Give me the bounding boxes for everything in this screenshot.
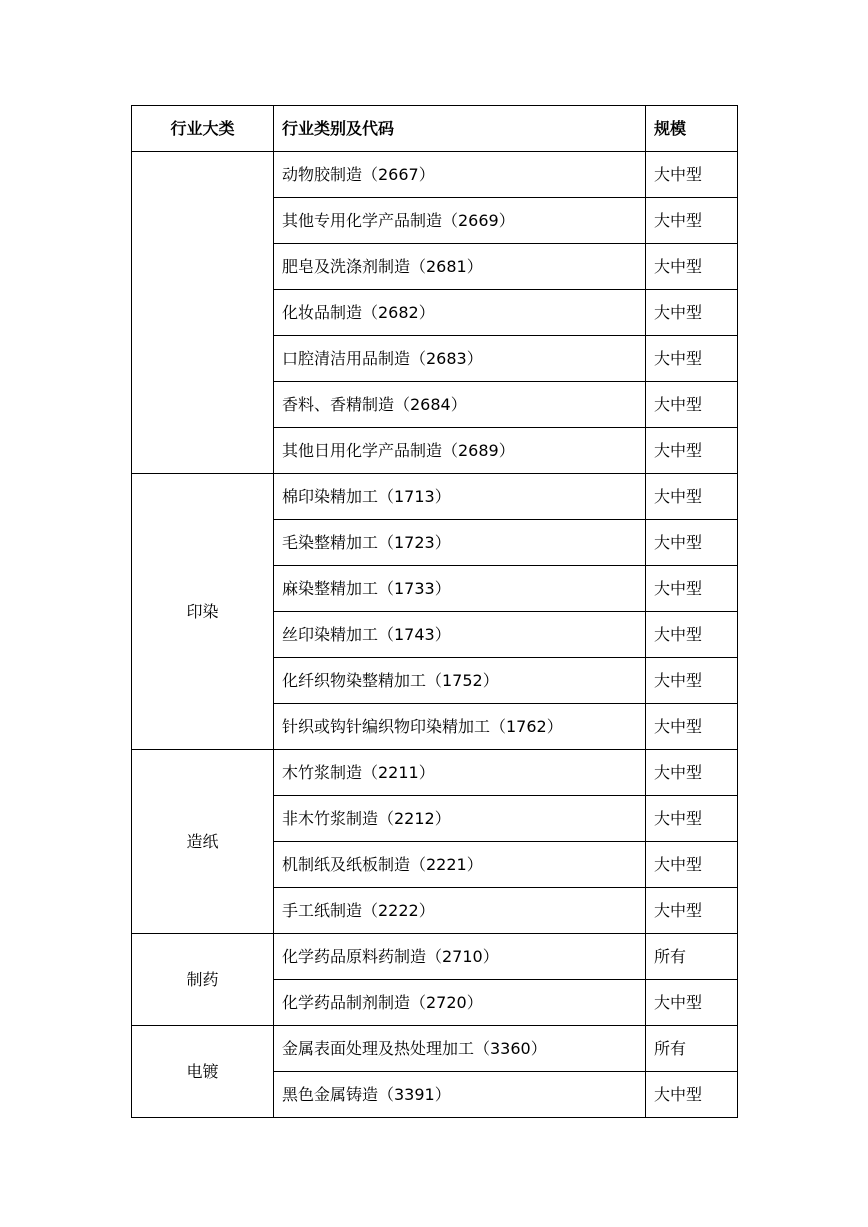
subcategory-cell: 非木竹浆制造（2212）	[274, 796, 646, 842]
scale-cell: 大中型	[646, 152, 738, 198]
subcategory-cell: 化纤织物染整精加工（1752）	[274, 658, 646, 704]
scale-cell: 大中型	[646, 888, 738, 934]
category-cell: 制药	[132, 934, 274, 1026]
subcategory-cell: 肥皂及洗涤剂制造（2681）	[274, 244, 646, 290]
subcategory-cell: 其他专用化学产品制造（2669）	[274, 198, 646, 244]
subcategory-cell: 口腔清洁用品制造（2683）	[274, 336, 646, 382]
category-cell	[132, 152, 274, 474]
scale-cell: 大中型	[646, 842, 738, 888]
subcategory-cell: 毛染整精加工（1723）	[274, 520, 646, 566]
scale-cell: 大中型	[646, 290, 738, 336]
subcategory-cell: 化妆品制造（2682）	[274, 290, 646, 336]
subcategory-cell: 棉印染精加工（1713）	[274, 474, 646, 520]
category-cell: 造纸	[132, 750, 274, 934]
subcategory-cell: 其他日用化学产品制造（2689）	[274, 428, 646, 474]
scale-cell: 大中型	[646, 336, 738, 382]
scale-cell: 大中型	[646, 1072, 738, 1118]
scale-cell: 所有	[646, 1026, 738, 1072]
scale-cell: 大中型	[646, 658, 738, 704]
header-category: 行业大类	[132, 106, 274, 152]
scale-cell: 大中型	[646, 428, 738, 474]
table-body	[132, 152, 738, 1118]
subcategory-cell: 木竹浆制造（2211）	[274, 750, 646, 796]
category-cell: 印染	[132, 474, 274, 750]
table-row	[132, 474, 738, 520]
table-row	[132, 152, 738, 198]
scale-cell: 大中型	[646, 796, 738, 842]
header-scale: 规模	[646, 106, 738, 152]
industry-table	[131, 105, 738, 1118]
scale-cell: 大中型	[646, 566, 738, 612]
subcategory-cell: 化学药品原料药制造（2710）	[274, 934, 646, 980]
scale-cell: 大中型	[646, 474, 738, 520]
scale-cell: 大中型	[646, 980, 738, 1026]
header-row	[132, 106, 738, 152]
scale-cell: 大中型	[646, 612, 738, 658]
subcategory-cell: 麻染整精加工（1733）	[274, 566, 646, 612]
table-row	[132, 934, 738, 980]
subcategory-cell: 机制纸及纸板制造（2221）	[274, 842, 646, 888]
subcategory-cell: 手工纸制造（2222）	[274, 888, 646, 934]
table-row	[132, 750, 738, 796]
scale-cell: 大中型	[646, 382, 738, 428]
subcategory-cell: 金属表面处理及热处理加工（3360）	[274, 1026, 646, 1072]
scale-cell: 大中型	[646, 198, 738, 244]
subcategory-cell: 丝印染精加工（1743）	[274, 612, 646, 658]
subcategory-cell: 化学药品制剂制造（2720）	[274, 980, 646, 1026]
category-cell: 电镀	[132, 1026, 274, 1118]
table-row	[132, 1026, 738, 1072]
header-subcategory: 行业类别及代码	[274, 106, 646, 152]
scale-cell: 所有	[646, 934, 738, 980]
scale-cell: 大中型	[646, 750, 738, 796]
scale-cell: 大中型	[646, 244, 738, 290]
scale-cell: 大中型	[646, 520, 738, 566]
scale-cell: 大中型	[646, 704, 738, 750]
subcategory-cell: 针织或钩针编织物印染精加工（1762）	[274, 704, 646, 750]
subcategory-cell: 黑色金属铸造（3391）	[274, 1072, 646, 1118]
subcategory-cell: 香料、香精制造（2684）	[274, 382, 646, 428]
subcategory-cell: 动物胶制造（2667）	[274, 152, 646, 198]
